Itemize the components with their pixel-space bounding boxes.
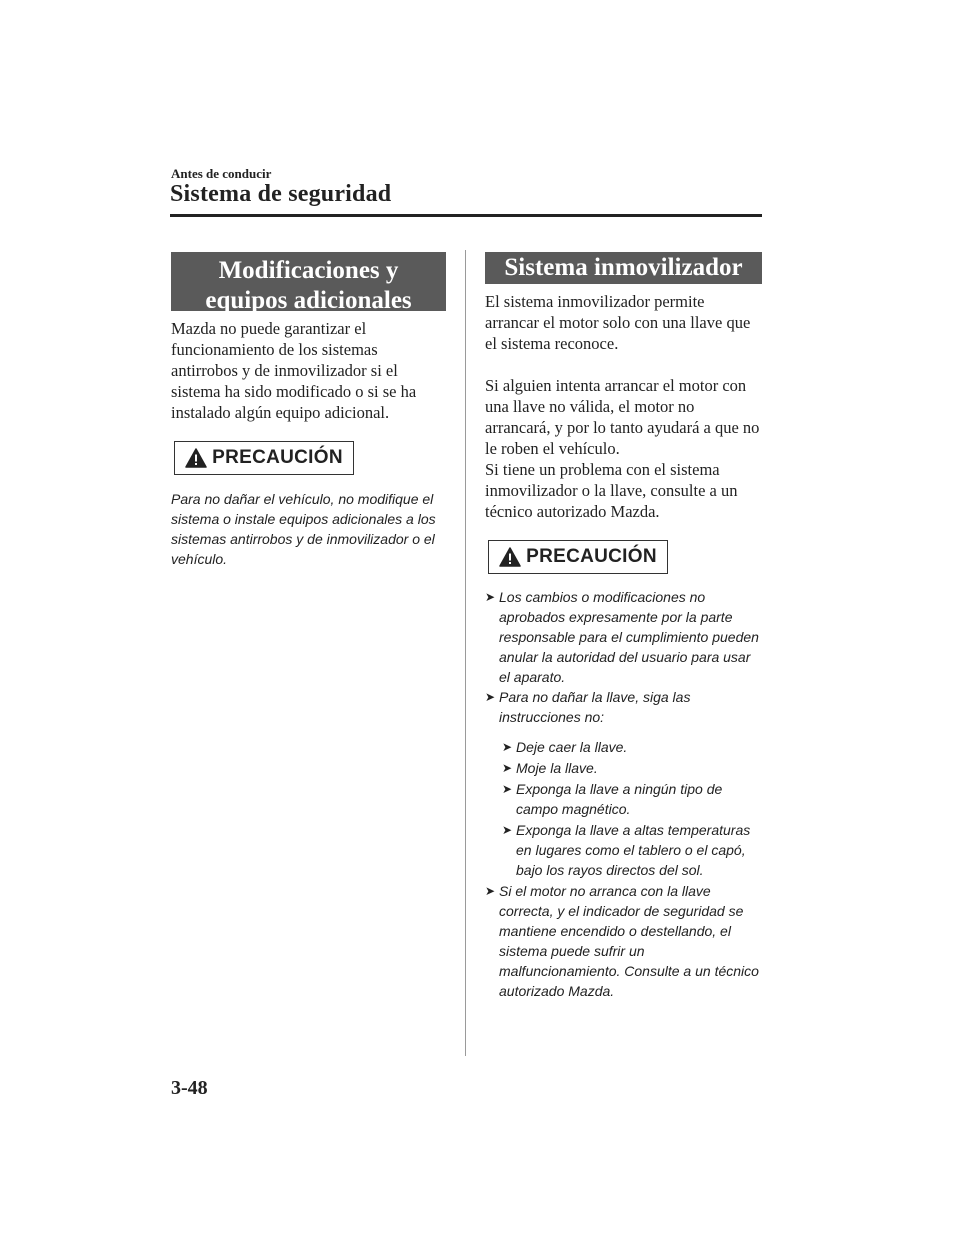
arrowhead-bullet-icon: ➤	[485, 884, 496, 898]
column-divider	[465, 250, 466, 1056]
section-heading-modificaciones: Modificaciones y equipos adicionales	[171, 252, 446, 311]
page-number: 3-48	[171, 1077, 208, 1099]
header-divider	[170, 214, 762, 217]
arrowhead-bullet-icon: ➤	[485, 590, 496, 604]
list-item: ➤ Deje caer la llave.	[502, 739, 628, 755]
left-column	[171, 252, 446, 569]
list-item: ➤ Exponga la llave a ningún tipo de campo magnético.	[502, 781, 723, 817]
warning-triangle-icon	[499, 547, 521, 567]
inmovilizador-para-1: El sistema inmovilizador permite arrancar el motor solo con una llave que el sistema reconoce.	[485, 292, 751, 353]
list-item: ➤ Exponga la llave a altas temperaturas en lugares como el tablero o el capó, bajo los rayos directos del sol.	[502, 822, 751, 878]
chapter-label: Antes de conducir	[171, 166, 272, 181]
arrowhead-bullet-icon: ➤	[502, 782, 513, 796]
caution-label: PRECAUCIÓN	[526, 546, 657, 567]
caution-text: Para no dañar el vehículo, no modifique el sistema o instale equipos adicionales a los sistemas antirrobos y de inmovilizador o el vehículo.	[171, 491, 436, 567]
caution-box	[488, 540, 668, 574]
inmovilizador-para-3: Si tiene un problema con el sistema inmovilizador o la llave, consulte a un técnico autorizado Mazda.	[485, 460, 738, 521]
list-item: ➤ Moje la llave.	[502, 760, 598, 776]
caution-bullet-list	[485, 587, 762, 1001]
list-item: ➤ Si el motor no arranca con la llave correcta, y el indicador de seguridad se mantiene encendido o destellando, el sistema puede sufrir un malfuncionamiento. Consulte a un técnico autorizado Mazda.	[485, 883, 759, 999]
arrowhead-bullet-icon: ➤	[502, 823, 513, 837]
arrowhead-bullet-icon: ➤	[502, 761, 513, 775]
list-item: ➤ Para no dañar la llave, siga las instrucciones no: ➤ Deje caer la llave. ➤ Moje la llave. ➤ Exponga la llave a ningún tipo de campo magnético. ➤ Exponga la llave a altas temperaturas en lugares como el tablero o el capó, bajo los rayos directos del sol.	[485, 687, 762, 880]
section-heading-inmovilizador: Sistema inmovilizador	[485, 252, 762, 284]
arrowhead-bullet-icon: ➤	[485, 690, 496, 704]
arrowhead-bullet-icon: ➤	[502, 740, 513, 754]
warning-triangle-icon	[185, 448, 207, 468]
caution-box	[174, 441, 354, 475]
page-title: Sistema de seguridad	[170, 181, 392, 207]
inmovilizador-para-2: Si alguien intenta arrancar el motor con una llave no válida, el motor no arrancará, y por lo tanto ayudará a que no le roben el vehículo.	[485, 376, 760, 458]
key-care-sub-list	[502, 737, 762, 880]
modificaciones-body: Mazda no puede garantizar el funcionamiento de los sistemas antirrobos y de inmovilizador si el sistema ha sido modificado o si se ha instalado algún equipo adicional.	[171, 319, 417, 422]
caution-label: PRECAUCIÓN	[212, 447, 343, 468]
list-item: ➤ Los cambios o modificaciones no aprobados expresamente por la parte responsable para el cumplimiento pueden anular la autoridad del usuario para usar el aparato.	[485, 589, 759, 685]
right-column	[485, 252, 762, 1001]
